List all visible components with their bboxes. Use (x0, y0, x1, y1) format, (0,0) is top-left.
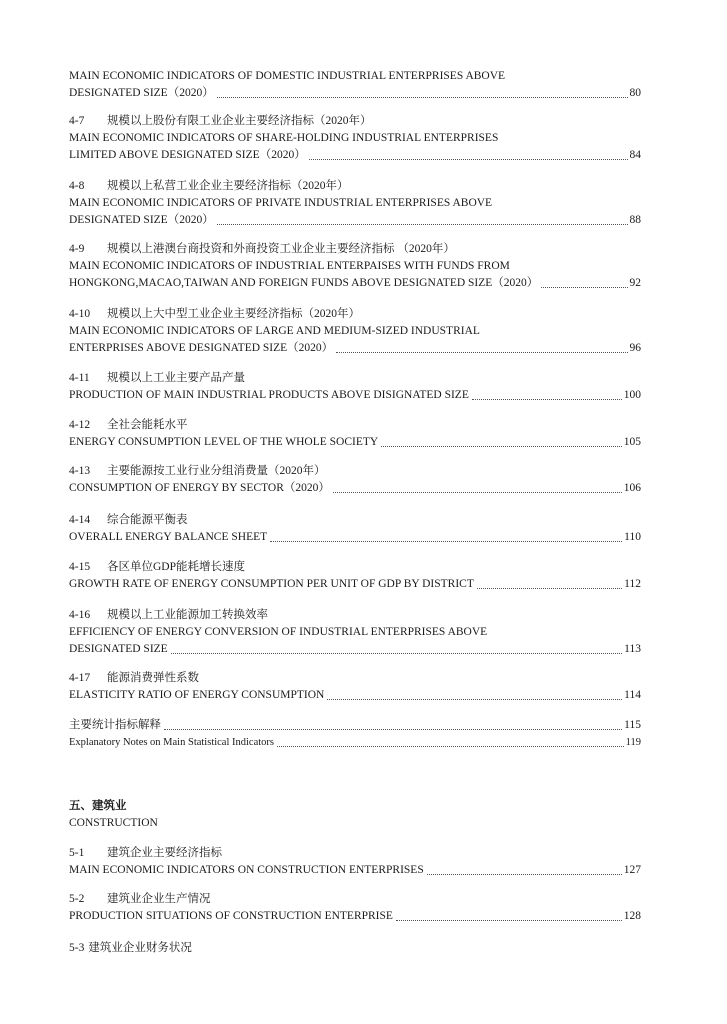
entry-heading (69, 940, 641, 957)
entry-code: 5-3 (69, 942, 85, 954)
entry-heading (69, 559, 641, 576)
toc-entry[interactable] (69, 306, 641, 357)
entry-title-line (69, 212, 641, 229)
page-number: 88 (629, 214, 641, 226)
entry-heading (69, 370, 641, 387)
page-number: 92 (629, 277, 641, 289)
entry-code: 4-8 (69, 180, 85, 192)
entry-title-en: HONGKONG,MACAO,TAIWAN AND FOREIGN FUNDS ABOVE DESIGNATED SIZE（2020） (69, 277, 539, 289)
page-number: 113 (624, 643, 641, 655)
dot-leader (541, 287, 627, 288)
entry-title-zh: 规模以上股份有限工业企业主要经济指标（2020年） (107, 115, 372, 127)
entry-title-en: MAIN ECONOMIC INDICATORS OF INDUSTRIAL ENTERPAISES WITH FUNDS FROM (69, 260, 510, 272)
dot-leader (336, 352, 627, 353)
entry-code: 4-16 (69, 609, 91, 621)
entry-heading (69, 891, 641, 908)
entry-title-zh: 规模以上工业主要产品产量 (107, 372, 245, 384)
entry-title-zh: 规模以上大中型工业企业主要经济指标（2020年） (107, 308, 360, 320)
entry-code: 5-2 (69, 893, 85, 905)
entry-title-line (69, 340, 641, 357)
entry-title-line (69, 480, 641, 497)
entry-title-en: ENTERPRISES ABOVE DESIGNATED SIZE（2020） (69, 342, 334, 354)
dot-leader (217, 224, 628, 225)
entry-title-en: DESIGNATED SIZE（2020） (69, 214, 214, 226)
entry-heading (69, 241, 641, 258)
dot-leader (427, 874, 622, 875)
section-title-zh: 五、建筑业 (69, 800, 127, 812)
entry-title-line (69, 130, 641, 147)
entry-code: 4-10 (69, 308, 91, 320)
dot-leader (327, 699, 622, 700)
entry-title-line (69, 641, 641, 658)
page-number: 96 (629, 342, 641, 354)
dot-leader (381, 446, 622, 447)
entry-code: 4-13 (69, 465, 91, 477)
entry-heading (69, 670, 641, 687)
dot-leader (333, 492, 622, 493)
entry-title-en: ENERGY CONSUMPTION LEVEL OF THE WHOLE SOCIETY (69, 436, 379, 448)
page-number: 115 (624, 719, 641, 731)
entry-title-en: GROWTH RATE OF ENERGY CONSUMPTION PER UNIT OF GDP BY DISTRICT (69, 578, 474, 590)
page-number: 100 (623, 389, 641, 401)
toc-entry[interactable] (69, 670, 641, 704)
entry-heading (69, 463, 641, 480)
entry-title-line (69, 195, 641, 212)
entry-title-line (69, 275, 641, 292)
entry-title-en: PRODUCTION OF MAIN INDUSTRIAL PRODUCTS ABOVE DISIGNATED SIZE (69, 389, 469, 401)
entry-title-line (69, 323, 641, 340)
page-number: 114 (624, 689, 641, 701)
entry-heading (69, 113, 641, 130)
entry-code: 4-15 (69, 561, 91, 573)
entry-code: 5-1 (69, 847, 85, 859)
section-heading (69, 798, 641, 832)
entry-title-line (69, 85, 641, 102)
entry-heading (69, 306, 641, 323)
entry-title-zh: 综合能源平衡表 (107, 514, 188, 526)
entry-title-zh: 能源消费弹性系数 (107, 672, 199, 684)
entry-code: 4-11 (69, 372, 90, 384)
entry-title-zh: 建筑业企业财务状况 (88, 942, 192, 954)
entry-title-zh: 全社会能耗水平 (107, 419, 188, 431)
entry-code: 4-12 (69, 419, 91, 431)
dot-leader (309, 159, 628, 160)
entry-title-line (69, 68, 641, 85)
toc-entry[interactable] (69, 417, 641, 451)
toc-entry[interactable] (69, 940, 641, 957)
entry-title-zh: 规模以上私营工业企业主要经济指标（2020年） (107, 180, 349, 192)
page-number: 105 (623, 436, 641, 448)
entry-title-en: LIMITED ABOVE DESIGNATED SIZE（2020） (69, 149, 306, 161)
entry-title-line (69, 862, 641, 879)
page-number: 112 (624, 578, 641, 590)
entry-code: 4-17 (69, 672, 91, 684)
page-number: 80 (629, 87, 641, 99)
entry-heading (69, 512, 641, 529)
entry-title-zh: 建筑业企业生产情况 (107, 893, 211, 905)
entry-title-en: EFFICIENCY OF ENERGY CONVERSION OF INDUSTRIAL ENTERPRISES ABOVE (69, 626, 488, 638)
entry-title-en: MAIN ECONOMIC INDICATORS OF PRIVATE INDUSTRIAL ENTERPRISES ABOVE (69, 197, 493, 209)
entry-title-en: MAIN ECONOMIC INDICATORS ON CONSTRUCTION ENTERPRISES (69, 864, 424, 876)
entry-title-line (69, 687, 641, 704)
toc-entry[interactable] (69, 370, 641, 404)
entry-title-line (69, 529, 641, 546)
entry-code: 4-14 (69, 514, 91, 526)
dot-leader (396, 920, 622, 921)
entry-title-zh: 各区单位GDP能耗增长速度 (107, 561, 246, 573)
entry-title-line (69, 387, 641, 404)
entry-code: 4-7 (69, 115, 85, 127)
entry-title-zh: 规模以上港澳台商投资和外商投资工业企业主要经济指标 （2020年） (107, 243, 455, 255)
dot-leader (217, 97, 628, 98)
notes-entry[interactable] (69, 717, 641, 751)
toc-entry[interactable] (69, 241, 641, 292)
toc-entry[interactable] (69, 463, 641, 497)
entry-heading (69, 417, 641, 434)
toc-entry[interactable] (69, 512, 641, 546)
entry-title-line (69, 258, 641, 275)
entry-title-zh: 建筑企业主要经济指标 (107, 847, 222, 859)
toc-entry[interactable] (69, 845, 641, 879)
dot-leader (277, 746, 624, 747)
entry-title-en: OVERALL ENERGY BALANCE SHEET (69, 531, 268, 543)
dot-leader (164, 729, 622, 730)
notes-title-en: Explanatory Notes on Main Statistical Indicators (69, 737, 274, 748)
dot-leader (171, 653, 622, 654)
dot-leader (477, 588, 622, 589)
notes-title-zh: 主要统计指标解释 (69, 719, 161, 731)
toc-entry[interactable] (69, 68, 641, 102)
entry-title-en: DESIGNATED SIZE（2020） (69, 87, 214, 99)
dot-leader (472, 399, 622, 400)
page-number: 106 (623, 482, 641, 494)
entry-heading (69, 178, 641, 195)
entry-title-en: DESIGNATED SIZE (69, 643, 168, 655)
page-number: 119 (625, 737, 641, 748)
toc-entry[interactable] (69, 559, 641, 593)
page-number: 127 (623, 864, 641, 876)
toc-entry[interactable] (69, 607, 641, 658)
dot-leader (270, 541, 622, 542)
entry-title-line (69, 908, 641, 925)
section-title-en: CONSTRUCTION (69, 817, 158, 829)
entry-title-line (69, 576, 641, 593)
entry-code: 4-9 (69, 243, 85, 255)
page-number: 128 (623, 910, 641, 922)
entry-title-line (69, 624, 641, 641)
toc-entry[interactable] (69, 113, 641, 164)
entry-title-en: MAIN ECONOMIC INDICATORS OF LARGE AND MEDIUM-SIZED INDUSTRIAL (69, 325, 480, 337)
entry-title-line (69, 434, 641, 451)
entry-title-en: ELASTICITY RATIO OF ENERGY CONSUMPTION (69, 689, 325, 701)
entry-title-zh: 规模以上工业能源加工转换效率 (107, 609, 268, 621)
entry-title-en: MAIN ECONOMIC INDICATORS OF SHARE-HOLDING INDUSTRIAL ENTERPRISES (69, 132, 499, 144)
entry-title-en: MAIN ECONOMIC INDICATORS OF DOMESTIC INDUSTRIAL ENTERPRISES ABOVE (69, 70, 506, 82)
page-number: 110 (624, 531, 641, 543)
toc-entry[interactable] (69, 891, 641, 925)
entry-heading (69, 845, 641, 862)
entry-title-zh: 主要能源按工业行业分组消费量（2020年） (107, 465, 326, 477)
page-number: 84 (629, 149, 641, 161)
entry-title-line (69, 147, 641, 164)
entry-heading (69, 607, 641, 624)
toc-entry[interactable] (69, 178, 641, 229)
entry-title-en: PRODUCTION SITUATIONS OF CONSTRUCTION ENTERPRISE (69, 910, 393, 922)
entry-title-en: CONSUMPTION OF ENERGY BY SECTOR（2020） (69, 482, 330, 494)
